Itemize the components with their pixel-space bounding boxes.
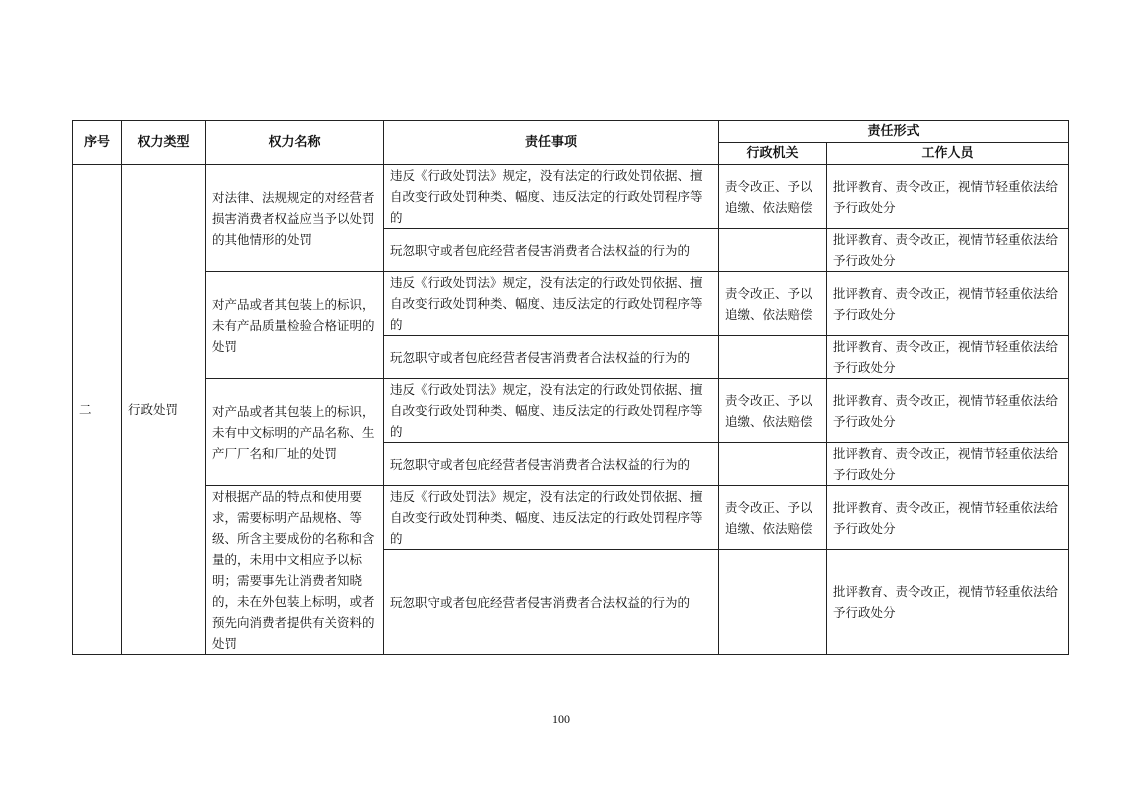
col-header-power-name: 权力名称 — [206, 121, 384, 165]
table-row — [73, 272, 1069, 336]
header-row — [73, 121, 1069, 143]
duty-text-cell: 违反《行政处罚法》规定，没有法定的行政处罚依据、擅自改变行政处罚种类、幅度、违反法定的行政处罚程序等的 — [384, 272, 719, 336]
agency-cell: 责令改正、予以追缴、依法赔偿 — [719, 379, 827, 443]
duty-text-cell: 违反《行政处罚法》规定，没有法定的行政处罚依据、擅自改变行政处罚种类、幅度、违反法定的行政处罚程序等的 — [384, 486, 719, 550]
agency-cell: 责令改正、予以追缴、依法赔偿 — [719, 272, 827, 336]
agency-cell — [719, 550, 827, 655]
duty-text-cell: 玩忽职守或者包庇经营者侵害消费者合法权益的行为的 — [384, 443, 719, 486]
agency-cell: 责令改正、予以追缴、依法赔偿 — [719, 165, 827, 229]
power-name-cell: 对产品或者其包装上的标识，未有产品质量检验合格证明的处罚 — [206, 272, 384, 379]
power-name-cell: 对法律、法规规定的对经营者损害消费者权益应当予以处罚的其他情形的处罚 — [206, 165, 384, 272]
staff-cell: 批评教育、责令改正，视情节轻重依法给予行政处分 — [827, 379, 1069, 443]
table-row — [73, 379, 1069, 443]
staff-cell: 批评教育、责令改正，视情节轻重依法给予行政处分 — [827, 229, 1069, 272]
power-name-cell: 对产品或者其包装上的标识，未有中文标明的产品名称、生产厂厂名和厂址的处罚 — [206, 379, 384, 486]
staff-cell: 批评教育、责令改正，视情节轻重依法给予行政处分 — [827, 336, 1069, 379]
staff-cell: 批评教育、责令改正，视情节轻重依法给予行政处分 — [827, 486, 1069, 550]
section-power-type: 行政处罚 — [122, 165, 206, 655]
table-row — [73, 165, 1069, 229]
page-number: 100 — [552, 712, 570, 726]
agency-cell: 责令改正、予以追缴、依法赔偿 — [719, 486, 827, 550]
col-header-resp-form: 责任形式 — [719, 121, 1069, 143]
duty-text-cell: 违反《行政处罚法》规定，没有法定的行政处罚依据、擅自改变行政处罚种类、幅度、违反法定的行政处罚程序等的 — [384, 379, 719, 443]
col-header-seq: 序号 — [73, 121, 122, 165]
agency-cell — [719, 443, 827, 486]
staff-cell: 批评教育、责令改正，视情节轻重依法给予行政处分 — [827, 165, 1069, 229]
section-seq: 二 — [73, 165, 122, 655]
col-header-staff: 工作人员 — [827, 143, 1069, 165]
power-name-cell: 对根据产品的特点和使用要求，需要标明产品规格、等级、所含主要成份的名称和含量的，未用中文相应予以标明；需要事先让消费者知晓的，未在外包装上标明，或者预先向消费者提供有关资料的处罚 — [206, 486, 384, 655]
duty-text-cell: 违反《行政处罚法》规定，没有法定的行政处罚依据、擅自改变行政处罚种类、幅度、违反法定的行政处罚程序等的 — [384, 165, 719, 229]
duty-text-cell: 玩忽职守或者包庇经营者侵害消费者合法权益的行为的 — [384, 229, 719, 272]
staff-cell: 批评教育、责令改正，视情节轻重依法给予行政处分 — [827, 550, 1069, 655]
table-row — [73, 486, 1069, 550]
col-header-resp-items: 责任事项 — [384, 121, 719, 165]
staff-cell: 批评教育、责令改正，视情节轻重依法给予行政处分 — [827, 443, 1069, 486]
agency-cell — [719, 229, 827, 272]
col-header-power-type: 权力类型 — [122, 121, 206, 165]
duty-text-cell: 玩忽职守或者包庇经营者侵害消费者合法权益的行为的 — [384, 336, 719, 379]
responsibility-table — [72, 120, 1069, 655]
staff-cell: 批评教育、责令改正，视情节轻重依法给予行政处分 — [827, 272, 1069, 336]
agency-cell — [719, 336, 827, 379]
col-header-agency: 行政机关 — [719, 143, 827, 165]
duty-text-cell: 玩忽职守或者包庇经营者侵害消费者合法权益的行为的 — [384, 550, 719, 655]
